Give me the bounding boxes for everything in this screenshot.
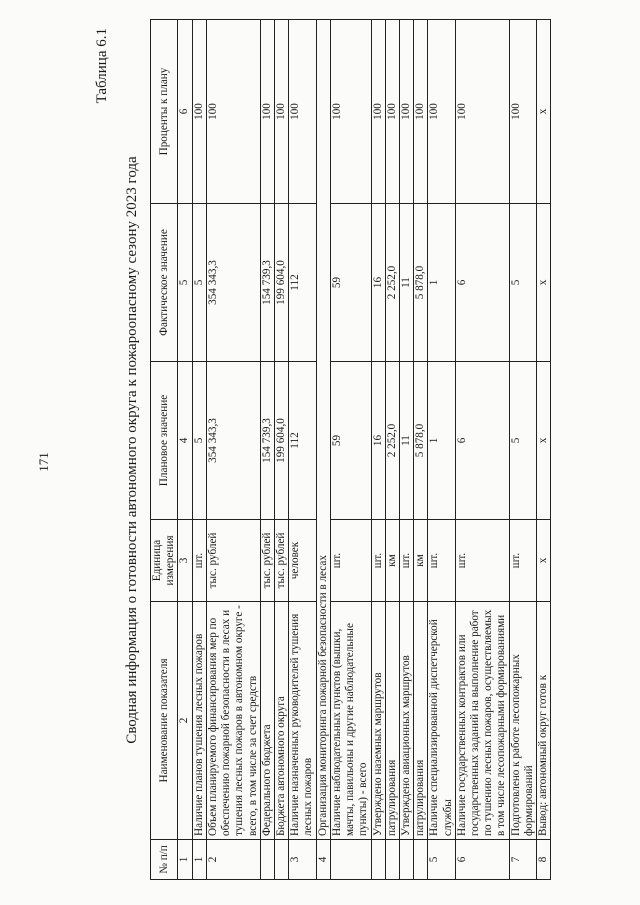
cell-unit: шт. [455, 520, 509, 602]
table-row [192, 20, 206, 880]
cell-actual: 112 [289, 204, 316, 362]
cell-name: Подготовлено к работе лесопожарных формирований [509, 602, 536, 840]
cell-actual: 6 [455, 204, 509, 362]
header-name: Наименование показателя [151, 602, 178, 840]
table-row [274, 20, 288, 880]
cell-percent: 100 [455, 20, 509, 204]
table-row [399, 20, 413, 880]
cell-percent: х [537, 20, 551, 204]
header-percent: Проценты к плану [151, 20, 178, 204]
header-num: № п/п [151, 840, 178, 880]
cell-unit: шт. [371, 520, 385, 602]
cell-unit: человек [289, 520, 316, 602]
cell-unit: х [537, 520, 551, 602]
cell-num [274, 840, 288, 880]
cell-planned: 6 [455, 362, 509, 520]
table-row [289, 20, 316, 880]
cell-name: Наличие государственных контрактов или государственных заданий на выполнение работ по тушению лесных пожаров, осуществляемых в том числе лесопожарными формированиями [455, 602, 509, 840]
cell-unit: шт. [399, 520, 413, 602]
cell-num: 2 [206, 840, 260, 880]
cell-percent: 100 [192, 20, 206, 204]
cell-num [330, 840, 371, 880]
cell-num: 6 [455, 840, 509, 880]
cell-name: Вывод: автономный округ готов к [537, 602, 551, 840]
cell-actual: 16 [371, 204, 385, 362]
cell-planned: 354 343,3 [206, 362, 260, 520]
table-row [260, 20, 274, 880]
table-row [428, 20, 455, 880]
cell-num [371, 840, 385, 880]
table-row [414, 20, 428, 880]
cell-actual: 11 [399, 204, 413, 362]
cell-percent: 100 [509, 20, 536, 204]
index-cell: 5 [178, 204, 192, 362]
cell-num: 4 [316, 840, 330, 880]
cell-planned: 5 [192, 362, 206, 520]
cell-unit: км [414, 520, 428, 602]
cell-planned: 199 604,0 [274, 362, 288, 520]
cell-percent: 100 [414, 20, 428, 204]
column-index-row [178, 20, 192, 880]
cell-planned: 5 878,0 [414, 362, 428, 520]
cell-planned: 11 [399, 362, 413, 520]
cell-name: Федерального бюджета [260, 602, 274, 840]
cell-num [414, 840, 428, 880]
cell-unit: тыс. рублей [206, 520, 260, 602]
table-row [385, 20, 399, 880]
cell-planned: 154 739,3 [260, 362, 274, 520]
index-cell: 6 [178, 20, 192, 204]
cell-planned: 112 [289, 362, 316, 520]
cell-name: Бюджета автономного округа [274, 602, 288, 840]
index-cell: 2 [178, 602, 192, 840]
cell-percent: 100 [399, 20, 413, 204]
cell-num [399, 840, 413, 880]
cell-name: Утверждено авиационных маршрутов [399, 602, 413, 840]
cell-name: Наличие назначенных руководителей тушения лесных пожаров [289, 602, 316, 840]
cell-name: Организация мониторинга пожарной безопасности в лесах [316, 20, 330, 840]
cell-num: 8 [537, 840, 551, 880]
cell-name: Утверждено наземных маршрутов [371, 602, 385, 840]
header-planned: Плановое значение [151, 362, 178, 520]
cell-num: 7 [509, 840, 536, 880]
table-row [371, 20, 385, 880]
cell-unit: шт. [192, 520, 206, 602]
page-number: 171 [36, 452, 51, 472]
table-row [316, 20, 330, 880]
cell-unit: тыс. рублей [260, 520, 274, 602]
header-actual: Фактическое значение [151, 204, 178, 362]
cell-num [385, 840, 399, 880]
cell-name: Объем планируемого финансирования мер по обеспечению пожарной безопасности в лесах и тушения лесных пожаров в автономном округе - всего, в том числе за счет средств [206, 602, 260, 840]
cell-actual: 5 [509, 204, 536, 362]
cell-percent: 100 [385, 20, 399, 204]
table-row [537, 20, 551, 880]
table-row [206, 20, 260, 880]
cell-planned: 1 [428, 362, 455, 520]
cell-percent: 100 [330, 20, 371, 204]
rotated-page-content [80, 20, 600, 880]
cell-unit: тыс. рублей [274, 520, 288, 602]
index-cell: 3 [178, 520, 192, 602]
cell-planned: 16 [371, 362, 385, 520]
table-body [192, 20, 551, 880]
cell-planned: 59 [330, 362, 371, 520]
cell-name: Наличие специализированной диспетчерской службы [428, 602, 455, 840]
table-row [330, 20, 371, 880]
cell-actual: 154 739,3 [260, 204, 274, 362]
cell-percent: 100 [274, 20, 288, 204]
cell-unit: шт. [509, 520, 536, 602]
cell-name: Наличие планов тушения лесных пожаров [192, 602, 206, 840]
cell-actual: х [537, 204, 551, 362]
cell-actual: 59 [330, 204, 371, 362]
summary-table [150, 19, 551, 880]
index-cell: 4 [178, 362, 192, 520]
header-row [151, 20, 178, 880]
cell-actual: 5 878,0 [414, 204, 428, 362]
cell-unit: км [385, 520, 399, 602]
cell-actual: 2 252,0 [385, 204, 399, 362]
cell-name: патрулирования [414, 602, 428, 840]
cell-percent: 100 [206, 20, 260, 204]
index-cell: 1 [178, 840, 192, 880]
cell-percent: 100 [428, 20, 455, 204]
table-row [455, 20, 509, 880]
cell-unit: шт. [330, 520, 371, 602]
cell-num: 5 [428, 840, 455, 880]
header-unit: Единица измерения [151, 520, 178, 602]
table-caption: Таблица 6.1 [94, 28, 110, 104]
cell-actual: 5 [192, 204, 206, 362]
cell-planned: 5 [509, 362, 536, 520]
cell-unit: шт. [428, 520, 455, 602]
cell-num: 1 [192, 840, 206, 880]
cell-actual: 199 604,0 [274, 204, 288, 362]
table-row [509, 20, 536, 880]
cell-percent: 100 [260, 20, 274, 204]
cell-planned: 2 252,0 [385, 362, 399, 520]
cell-num: 3 [289, 840, 316, 880]
cell-percent: 100 [289, 20, 316, 204]
cell-name: патрулирования [385, 602, 399, 840]
cell-actual: 1 [428, 204, 455, 362]
cell-percent: 100 [371, 20, 385, 204]
cell-name: Наличие наблюдательных пунктов (вышки, мачты, павильоны и другие наблюдательные пункты) - всего [330, 602, 371, 840]
cell-planned: х [537, 362, 551, 520]
document-title: Сводная информация о готовности автономного округа к пожароопасному сезону 2023 года [124, 156, 140, 744]
cell-actual: 354 343,3 [206, 204, 260, 362]
cell-num [260, 840, 274, 880]
